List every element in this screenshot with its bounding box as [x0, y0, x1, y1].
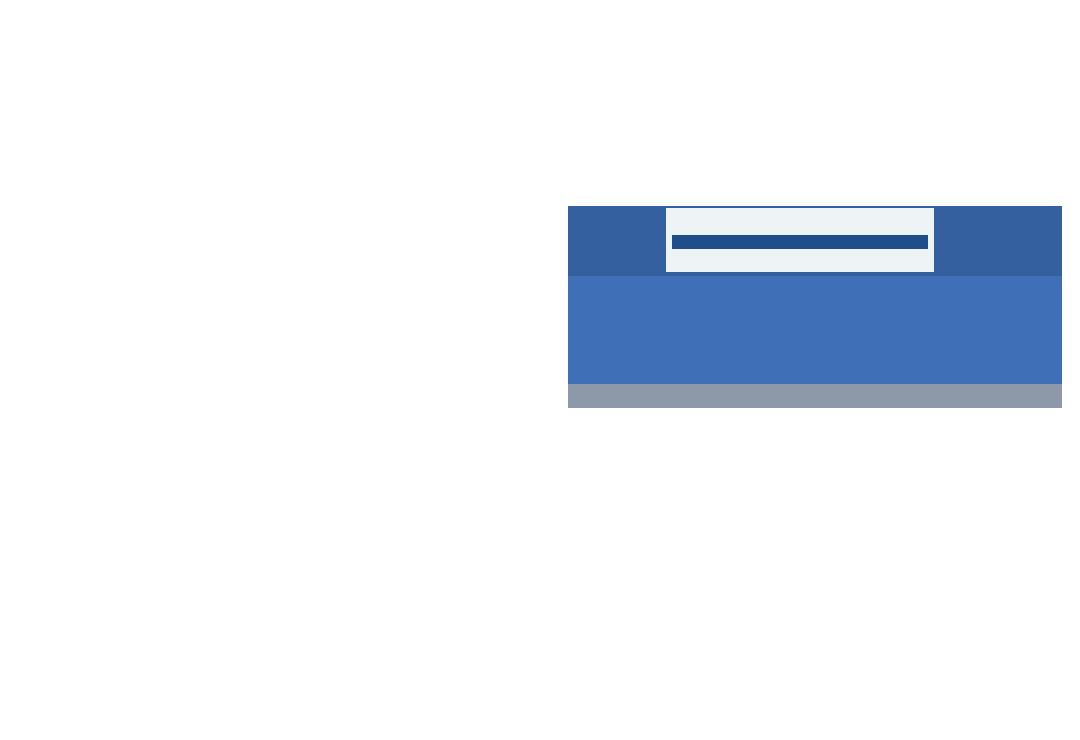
photo-floor: [568, 384, 1062, 408]
event-photo: [568, 206, 1062, 408]
banner: [666, 208, 934, 272]
